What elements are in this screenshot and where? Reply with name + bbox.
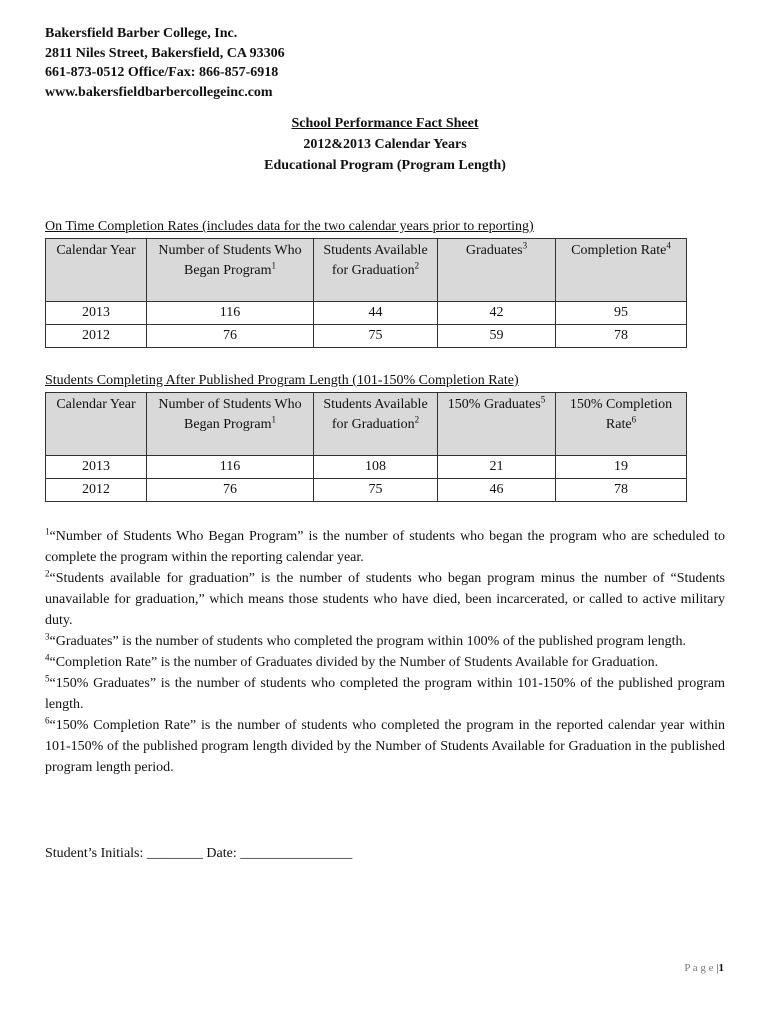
table-row	[46, 456, 687, 479]
table-cell: 2013	[46, 456, 147, 479]
table-header-row	[46, 393, 687, 456]
table-cell: 76	[147, 479, 314, 502]
table-header-row	[46, 239, 687, 302]
signature-line	[45, 846, 352, 862]
title-line-2: 2012&2013 Calendar Years	[303, 137, 467, 152]
initials-blank[interactable]: ________	[146, 846, 203, 861]
table-cell: 95	[556, 302, 687, 325]
table2-caption: Students Completing After Published Program Length (101-150% Completion Rate)	[45, 373, 519, 388]
footnote: $^5$“150% Graduates” is the number of students who completed the program within 101-150% of the published program length.	[45, 673, 725, 712]
header-cell: Completion Rate$^4$	[556, 239, 687, 302]
footnote: $^1$“Number of Students Who Began Program” is the number of students who began the program who are scheduled to complete the program within the reporting calendar year.	[45, 526, 725, 565]
table-cell: 46	[438, 479, 556, 502]
table-cell: 2013	[46, 302, 147, 325]
table-cell: 75	[314, 325, 438, 348]
footnote: $^2$“Students available for graduation” is the number of students who began program minus the number of “Students unavailable for graduation,” which means those students who have died, been incarcerated, or called to active military duty.	[45, 568, 725, 628]
page-label: P a g e	[684, 962, 714, 974]
table-cell: 108	[314, 456, 438, 479]
table-cell: 19	[556, 456, 687, 479]
table-cell: 116	[147, 302, 314, 325]
letterhead	[45, 24, 285, 102]
table-cell: 2012	[46, 479, 147, 502]
org-address: 2811 Niles Street, Bakersfield, CA 93306	[45, 45, 285, 61]
header-cell: Calendar Year	[46, 393, 147, 456]
footnotes	[45, 526, 725, 778]
footnote: $^6$“150% Completion Rate” is the number of students who completed the program in the reported calendar year within 101-150% of the published program length divided by the Number of Students Available for Graduation in the published program length period.	[45, 715, 725, 775]
org-name: Bakersfield Barber College, Inc.	[45, 26, 238, 41]
table-row	[46, 325, 687, 348]
table-cell: 75	[314, 479, 438, 502]
table-cell: 78	[556, 325, 687, 348]
table-row	[46, 479, 687, 502]
date-blank[interactable]: ________________	[240, 846, 353, 861]
header-cell: Number of Students Who Began Program$^1$	[147, 239, 314, 302]
header-cell: 150% Completion Rate$^6$	[556, 393, 687, 456]
header-cell: Students Available for Graduation$^2$	[314, 239, 438, 302]
page-number: 1	[718, 962, 724, 974]
header-cell: Number of Students Who Began Program$^1$	[147, 393, 314, 456]
header-cell: Graduates$^3$	[438, 239, 556, 302]
table1-caption: On Time Completion Rates (includes data for the two calendar years prior to reporting)	[45, 219, 534, 234]
table-cell: 44	[314, 302, 438, 325]
title-line-1: School Performance Fact Sheet	[291, 116, 479, 131]
table-cell: 59	[438, 325, 556, 348]
table-row	[46, 302, 687, 325]
table-cell: 76	[147, 325, 314, 348]
initials-label: Student’s Initials:	[45, 846, 144, 861]
table-cell: 78	[556, 479, 687, 502]
footnote: $^4$“Completion Rate” is the number of Graduates divided by the Number of Students Available for Graduation.	[45, 652, 659, 670]
header-cell: 150% Graduates$^5$	[438, 393, 556, 456]
date-label: Date:	[206, 846, 237, 861]
table-cell: 42	[438, 302, 556, 325]
org-website: www.bakersfieldbarbercollegeinc.com	[45, 84, 273, 100]
page-separator: |	[716, 962, 719, 974]
header-cell: Calendar Year	[46, 239, 147, 302]
extended-completion-table	[45, 392, 687, 502]
title-line-3: Educational Program (Program Length)	[264, 158, 506, 173]
header-cell: Students Available for Graduation$^2$	[314, 393, 438, 456]
table-cell: 2012	[46, 325, 147, 348]
document-title	[0, 113, 770, 176]
footnote: $^3$“Graduates” is the number of students who completed the program within 100% of the published program length.	[45, 631, 686, 649]
table-cell: 116	[147, 456, 314, 479]
on-time-completion-table	[45, 238, 687, 348]
org-phone: 661-873-0512 Office/Fax: 866-857-6918	[45, 65, 279, 80]
table-cell: 21	[438, 456, 556, 479]
page-footer	[684, 962, 724, 974]
